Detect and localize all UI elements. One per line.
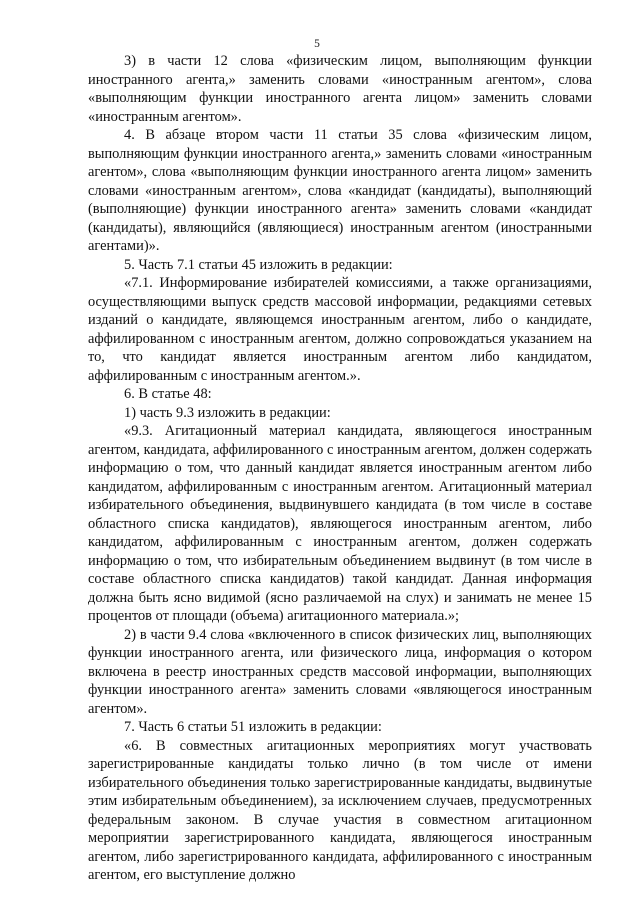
- paragraph-quote-9-3: «9.3. Агитационный материал кандидата, являющегося иностранным агентом, кандидата, аффилированного с иностранным агентом, должен содержать информацию о том, что данный кандидат является иностранным агентом либо кандидатом, аффилированным с иностранным агентом. Агитационный материал избирательного объединения, выдвинувшего кандидата (в том числе в составе областного списка кандидатов), являющегося иностранным агентом, либо кандидатом, аффилированным с иностранным агентом, должен содержать информацию о том, что избирательным объединением выдвинут (в том числе в составе областного списка кандидатов) такой кандидат. Данная информация должна быть ясно видимой (ясно различаемой на слух) и занимать не менее 15 процентов от площади (объема) агитационного материала.»;: [88, 423, 592, 624]
- page-number: 5: [314, 38, 320, 50]
- paragraph-point-6: 6. В статье 48:: [124, 386, 212, 402]
- paragraph-quote-6: «6. В совместных агитационных мероприятиях могут участвовать зарегистрированные кандидаты только лично (в том числе от имени избирательного объединения только зарегистрированные кандидаты, выдвинутые этим избирательным объединением), за исключением случаев, предусмотренных федеральным законом. В случае участия в совместном агитационном мероприятии зарегистрированного кандидата, являющегося иностранным агентом, либо зарегистрированного кандидата, аффилированного с иностранным агентом, его выступление должно: [88, 737, 592, 883]
- paragraph-point-4: 4. В абзаце втором части 11 статьи 35 слова «физическим лицом, выполняющим функции иностранного агента,» заменить словами «иностранным агентом», слова «выполняющим функции иностранного агента лицом» заменить словами «иностранным агентом», слова «кандидат (кандидаты), выполняющий (выполняющие) функции иностранного агента» заменить словами «кандидат (кандидаты), являющийся (являющиеся) иностранным агентом (иностранными агентами)».: [88, 127, 592, 254]
- paragraph-subitem-2: 2) в части 9.4 слова «включенного в список физических лиц, выполняющих функции иностранного агента, или физического лица, информация о котором включена в реестр иностранных средств массовой информации, выполняющих функции иностранного агента» заменить словами «являющегося иностранным агентом».: [88, 626, 592, 717]
- paragraph-quote-7-1: «7.1. Информирование избирателей комиссиями, а также организациями, осуществляющими выпуск средств массовой информации, редакциями сетевых изданий о кандидате, являющемся иностранным агентом, либо о кандидате, аффилированном с иностранным агентом, должно сопровождаться указанием на то, что кандидат является иностранным агентом либо кандидатом, аффилированным с иностранным агентом.».: [88, 275, 592, 384]
- document-body: [88, 52, 592, 885]
- paragraph-subitem-1: 1) часть 9.3 изложить в редакции:: [124, 404, 331, 421]
- paragraph-item-3-part-12: 3) в части 12 слова «физическим лицом, выполняющим функции иностранного агента,» заменить словами «иностранным агентом», слова «выполняющим функции иностранного агента лицом» заменить словами «иностранным агентом».: [88, 53, 592, 125]
- paragraph-point-5: 5. Часть 7.1 статьи 45 изложить в редакции:: [124, 256, 393, 273]
- paragraph-point-7: 7. Часть 6 статьи 51 изложить в редакции:: [124, 719, 382, 735]
